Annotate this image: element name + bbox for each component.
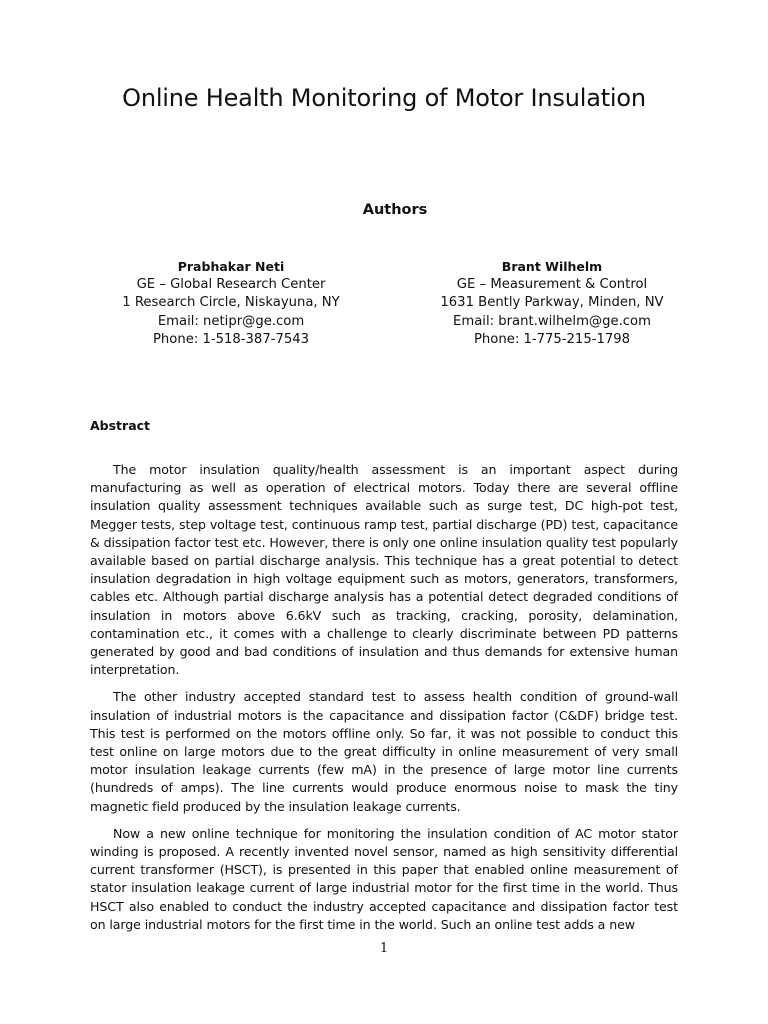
author-block-2 [402,258,702,349]
abstract-paragraph-3: Now a new online technique for monitoring the insulation condition of AC motor stator winding is proposed. A recently invented novel sensor, named as high sensitivity differential current transformer (HSCT), is presented in this paper that enabled online measurement of stator insulation leakage current of large industrial motor for the first time in the world. Thus HSCT also enabled to conduct the industry accepted capacitance and dissipation factor test on large industrial motors for the first time in the world. Such an online test adds a new [90,825,678,932]
abstract-body [90,461,678,943]
author-affiliation: GE – Global Research Center [136,277,326,293]
authors-heading: Authors [362,202,428,218]
paper-title: Online Health Monitoring of Motor Insulation [122,84,646,112]
author-affiliation: GE – Measurement & Control [456,277,648,293]
page-number: 1 [379,941,389,956]
author-address: 1631 Bently Parkway, Minden, NV [440,295,664,311]
author-name: Brant Wilhelm [501,259,603,274]
author-email: Email: netipr@ge.com [157,313,305,329]
abstract-heading: Abstract [90,418,151,433]
author-phone: Phone: 1-775-215-1798 [473,331,631,347]
author-email: Email: brant.wilhelm@ge.com [453,313,651,329]
author-block-1 [81,258,381,349]
abstract-paragraph-2: The other industry accepted standard test to assess health condition of ground-wall insulation of industrial motors is the capacitance and dissipation factor (C&DF) bridge test. This test is performed on the motors offline only. So far, it was not possible to conduct this test online on large motors due to the great difficulty in online measurement of very small motor insulation leakage currents (few mA) in the presence of large motor line currents (hundreds of amps). The line currents would produce enormous noise to mask the tiny magnetic field produced by the insulation leakage currents. [90,689,678,814]
abstract-paragraph-1: The motor insulation quality/health assessment is an important aspect during manufacturing as well as operation of electrical motors. Today there are several offline insulation quality assessment techniques available such as surge test, DC high-pot test, Megger tests, step voltage test, continuous ramp test, partial discharge (PD) test, capacitance & dissipation factor test etc. However, there is only one online insulation quality test popularly available based on partial discharge analysis. This technique has a great potential to detect insulation degradation in high voltage equipment such as motors, generators, transformers, cables etc. Although partial discharge analysis has a potential detect degraded conditions of insulation in motors above 6.6kV such as tracking, cracking, porosity, delamination, contamination etc., it comes with a challenge to clearly discriminate between PD patterns generated by good and bad conditions of insulation and thus demands for extensive human interpretation. [90,462,678,678]
author-address: 1 Research Circle, Niskayuna, NY [122,295,340,311]
author-phone: Phone: 1-518-387-7543 [152,331,310,347]
author-name: Prabhakar Neti [177,259,285,274]
